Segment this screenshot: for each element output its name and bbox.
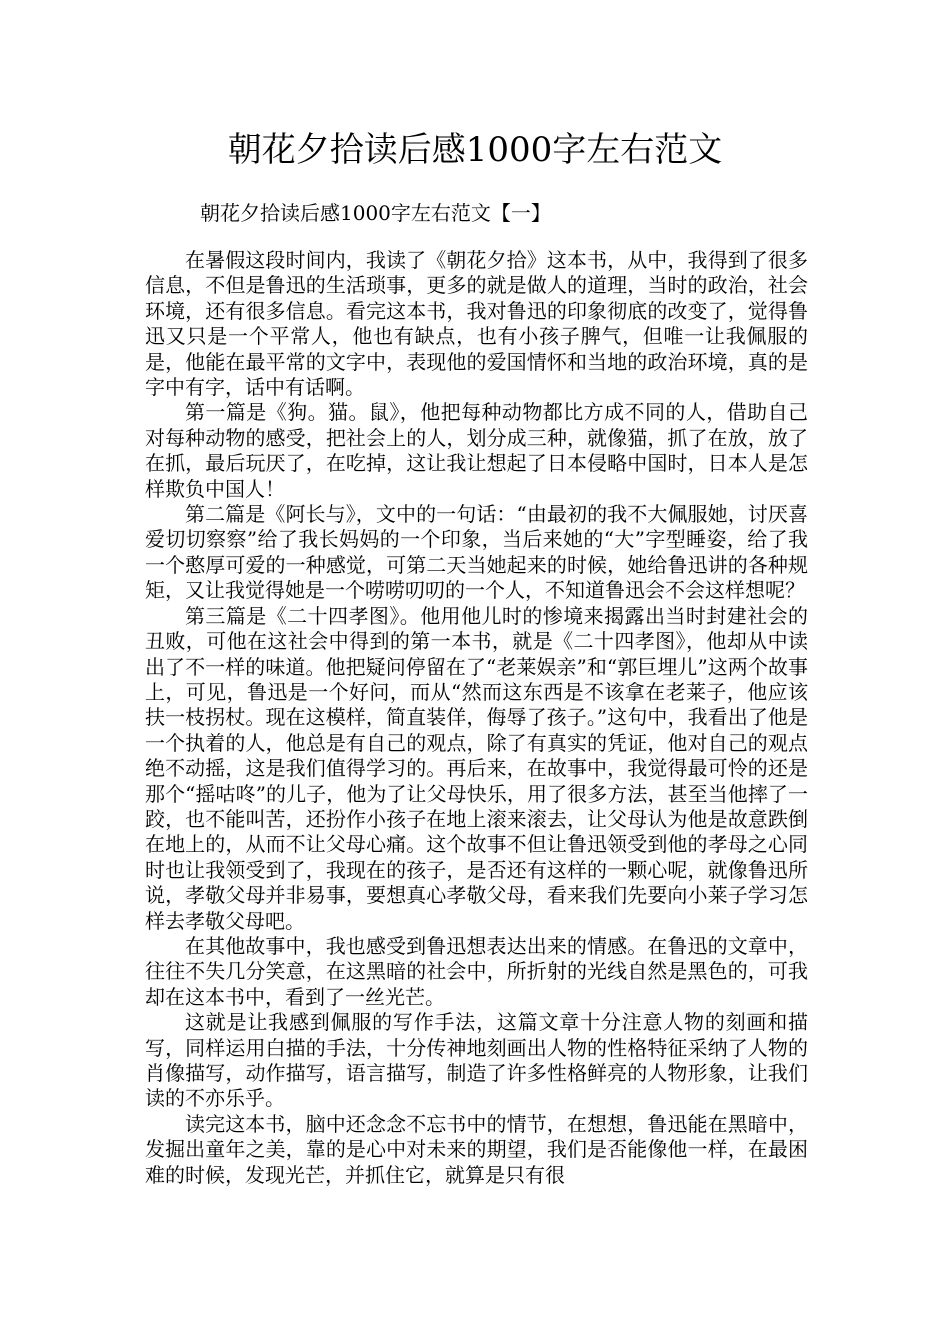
paragraph: 第三篇是《二十四孝图》。他用他儿时的惨境来揭露出当时封建社会的丑败，可他在这社会中得到的第一本书，就是《二十四孝图》，他却从中读出了不一样的味道。他把疑问停留在了“老莱娱亲”和“郭巨埋儿”这两个故事上，可见，鲁迅是一个好问，而从“然而这东西是不该拿在老莱子，他应该扶一枝拐杖。现在这模样，简直装佯，侮辱了孩子。”这句中，我看出了他是一个执着的人，他总是有自己的观点，除了有真实的凭证，他对自己的观点绝不动摇，这是我们值得学习的。再后来，在故事中，我觉得最可怜的还是那个“摇咕咚”的儿子，他为了让父母快乐，用了很多方法，甚至当他摔了一跤，也不能叫苦，还扮作小孩子在地上滚来滚去，让父母认为他是故意跌倒在地上的，从而不让父母心痛。这个故事不但让鲁迅领受到他的孝母之心同时也让我领受到了，我现在的孩子，是否还有这样的一颗心呢，就像鲁迅所说，孝敬父母并非易事，要想真心孝敬父母，看来我们先要向小莱子学习怎样去孝敬父母吧。 [145, 603, 808, 933]
body-text [145, 248, 808, 1188]
paragraph: 在其他故事中，我也感受到鲁迅想表达出来的情感。在鲁迅的文章中，往往不失几分笑意，在这黑暗的社会中，所折射的光线自然是黑色的，可我却在这本书中，看到了一丝光芒。 [145, 933, 808, 1009]
paragraph: 第一篇是《狗。猫。鼠》，他把每种动物都比方成不同的人，借助自己对每种动物的感受，把社会上的人，划分成三种，就像猫，抓了在放，放了在抓，最后玩厌了，在吃掉，这让我让想起了日本侵略中国时，日本人是怎样欺负中国人！ [145, 400, 808, 501]
paragraph: 第二篇是《阿长与》，文中的一句话：“由最初的我不大佩服她，讨厌喜爱切切察察”给了我长妈妈的一个印象，当后来她的“大”字型睡姿，给了我一个憨厚可爱的一种感觉，可第二天当她起来的时候，她给鲁迅讲的各种规矩，又让我觉得她是一个唠唠叨叨的一个人，不知道鲁迅会不会这样想呢？ [145, 502, 808, 603]
document-title: 朝花夕拾读后感1000字左右范文 [227, 130, 723, 170]
section-heading: 朝花夕拾读后感1000字左右范文【一】 [200, 201, 551, 225]
paragraph: 在暑假这段时间内，我读了《朝花夕拾》这本书，从中，我得到了很多信息，不但是鲁迅的生活琐事，更多的就是做人的道理，当时的政治，社会环境，还有很多信息。看完这本书，我对鲁迅的印象彻底的改变了，觉得鲁迅又只是一个平常人，他也有缺点，也有小孩子脾气，但唯一让我佩服的是，他能在最平常的文字中，表现他的爱国情怀和当地的政治环境，真的是字中有字，话中有话啊。 [145, 248, 808, 400]
paragraph: 这就是让我感到佩服的写作手法，这篇文章十分注意人物的刻画和描写，同样运用白描的手法，十分传神地刻画出人物的性格特征采纳了人物的肖像描写，动作描写，语言描写，制造了许多性格鲜亮的人物形象，让我们读的不亦乐乎。 [145, 1010, 808, 1111]
paragraph: 读完这本书，脑中还念念不忘书中的情节，在想想，鲁迅能在黑暗中，发掘出童年之美，靠的是心中对未来的期望，我们是否能像他一样，在最困难的时候，发现光芒，并抓住它，就算是只有很 [145, 1111, 808, 1187]
